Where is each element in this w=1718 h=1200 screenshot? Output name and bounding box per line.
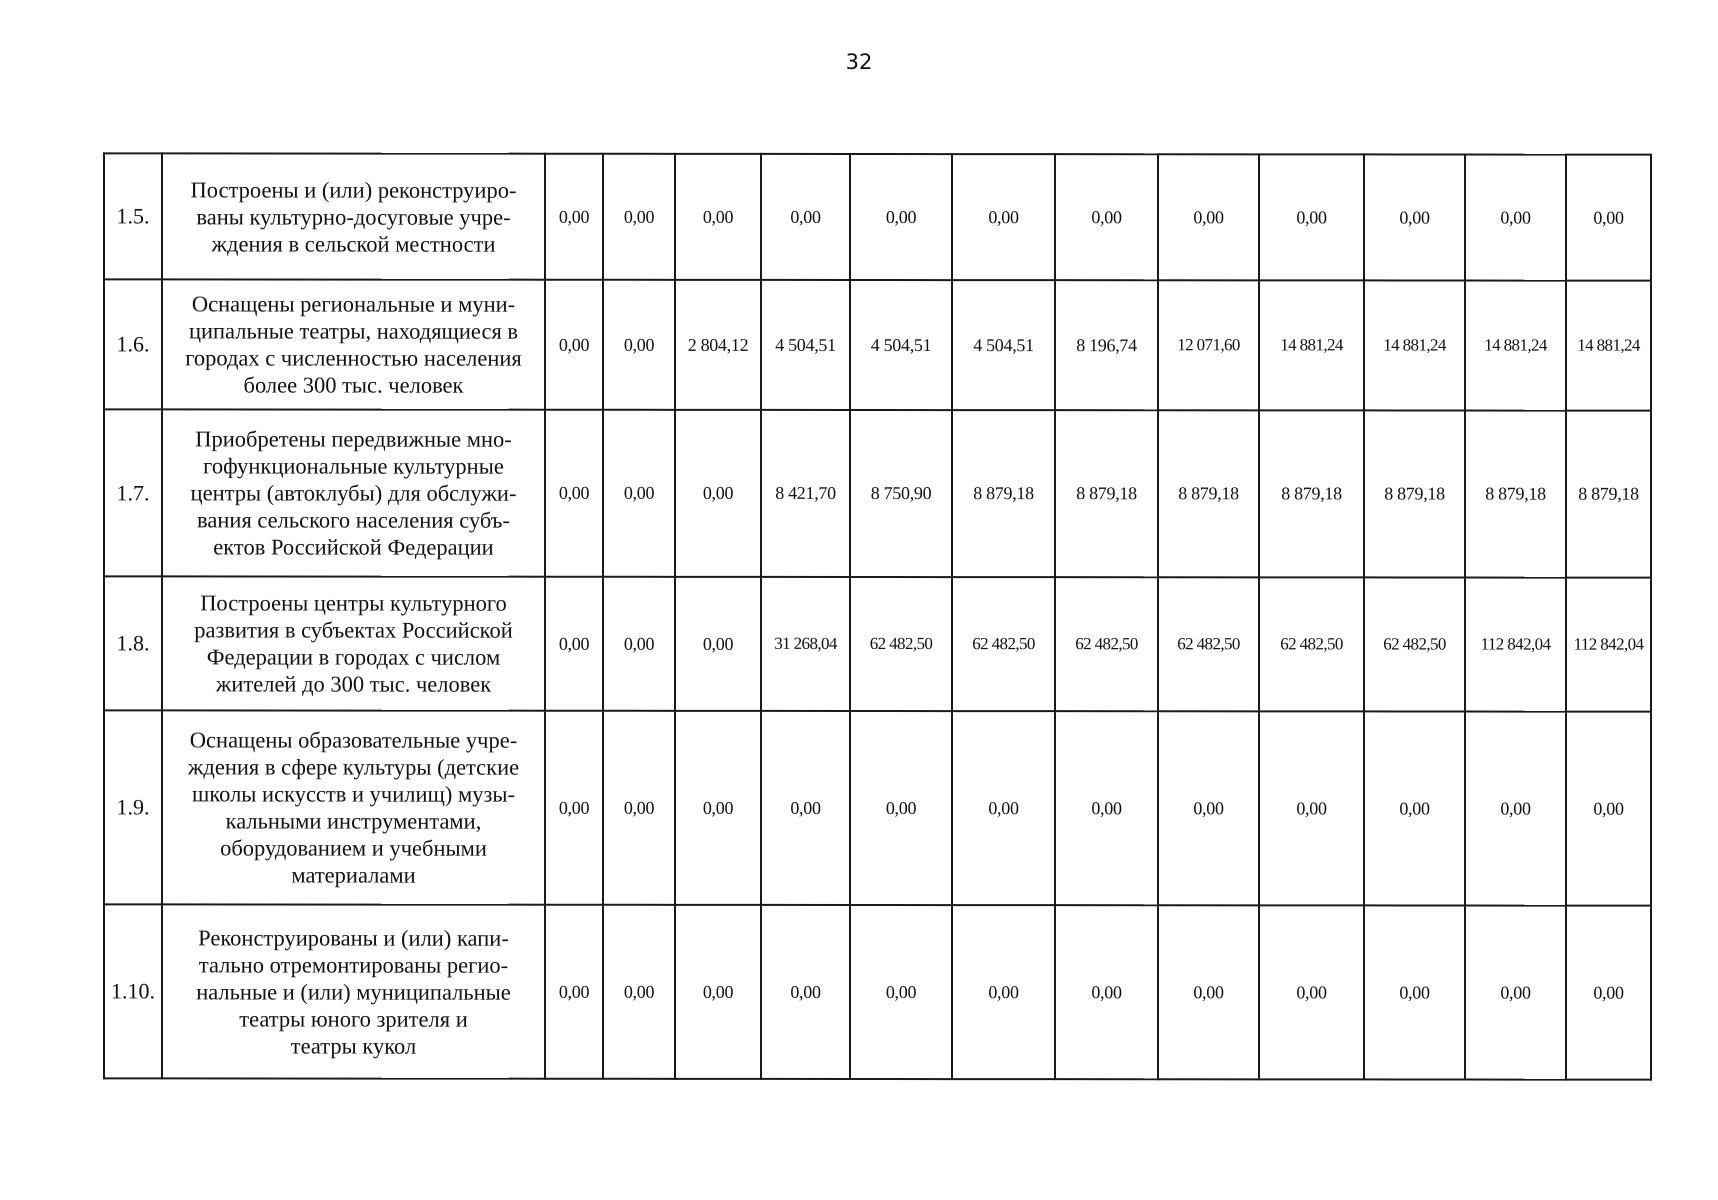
value-cell: 0,00 [850,905,952,1079]
value-cell: 0,00 [1055,711,1158,905]
value-cell: 0,00 [1158,711,1259,905]
value-cell: 8 196,74 [1055,280,1158,410]
table-row [104,904,1651,1079]
value-cell: 112 842,04 [1465,578,1566,712]
description-line: жителей до 300 тыс. человек [215,671,492,697]
value-cell: 0,00 [603,711,675,905]
value-cell: 14 881,24 [1364,280,1465,410]
value-cell: 0,00 [545,905,603,1079]
row-number: 1.5. [104,153,162,279]
row-description [162,153,545,279]
value-cell: 0,00 [952,905,1055,1079]
value-cell: 14 881,24 [1465,281,1566,411]
value-cell: 0,00 [1465,906,1566,1080]
description-line: Федерации в городах с числом [206,644,501,670]
row-number: 1.10. [104,904,162,1078]
value-cell: 62 482,50 [1055,577,1158,711]
value-cell: 0,00 [952,154,1055,280]
description-line: театры юного зрителя и [239,1005,468,1032]
description-line: кальными инструментами, [225,808,482,834]
value-cell: 0,00 [603,410,675,577]
value-cell: 0,00 [1158,905,1259,1079]
value-cell: 0,00 [1566,712,1651,906]
description-line: центры (автоклубы) для обслужи- [190,480,517,506]
value-cell: 0,00 [1364,905,1465,1079]
value-cell: 0,00 [675,154,761,280]
value-cell: 14 881,24 [1259,280,1364,410]
row-description [162,279,545,409]
value-cell: 0,00 [675,577,761,711]
value-cell: 0,00 [1055,905,1158,1079]
description-line: гофункциональные культурные [203,453,504,479]
value-cell: 0,00 [1465,155,1566,281]
value-cell: 0,00 [952,711,1055,905]
description-line: Построены центры культурного [200,590,507,616]
table-row [104,576,1651,711]
value-cell: 62 482,50 [850,577,952,711]
value-cell: 0,00 [545,280,603,410]
value-cell: 2 804,12 [675,280,761,410]
value-cell: 0,00 [603,154,675,280]
value-cell: 8 421,70 [761,410,850,577]
table-row [104,409,1651,577]
value-cell: 0,00 [850,711,952,905]
value-cell: 0,00 [545,154,603,280]
value-cell: 8 879,18 [1259,410,1364,577]
description-line: Приобретены передвижные мно- [195,426,512,452]
row-description [162,409,545,576]
value-cell: 0,00 [603,577,675,711]
table-row [104,153,1651,280]
row-description [162,576,545,710]
value-cell: 4 504,51 [850,280,952,410]
value-cell: 0,00 [1566,906,1651,1080]
value-cell: 0,00 [545,711,603,905]
table-row [104,710,1651,905]
value-cell: 0,00 [761,905,850,1079]
table-row [104,279,1651,410]
value-cell: 0,00 [675,711,761,905]
value-cell: 0,00 [1259,711,1364,905]
description-line: школы искусств и училищ) музы- [192,781,515,807]
value-cell: 8 750,90 [850,410,952,577]
value-cell: 4 504,51 [952,280,1055,410]
description-line: театры кукол [290,1032,417,1059]
value-cell: 62 482,50 [1259,577,1364,711]
description-line: ждения в сфере культуры (детские [187,754,520,780]
value-cell: 0,00 [761,711,850,905]
row-description [162,710,545,904]
row-number: 1.7. [104,409,162,576]
value-cell: 31 268,04 [761,577,850,711]
row-number: 1.6. [104,279,162,409]
description-line: Оснащены региональные и муни- [191,291,516,317]
value-cell: 8 879,18 [952,410,1055,577]
value-cell: 8 879,18 [1364,410,1465,577]
description-line: ваны культурно-досуговые учре- [196,203,511,230]
value-cell: 0,00 [1259,154,1364,280]
description-line: тально отремонтированы регио- [198,951,509,978]
value-cell: 0,00 [603,905,675,1079]
value-cell: 8 879,18 [1158,410,1259,577]
value-cell: 0,00 [850,154,952,280]
description-line: Реконструированы и (или) капи- [198,924,509,951]
description-line: более 300 тыс. человек [243,372,464,398]
value-cell: 62 482,50 [1158,577,1259,711]
value-cell: 0,00 [545,577,603,711]
description-line: Построены и (или) реконструиро- [190,176,517,203]
row-number: 1.8. [104,576,162,710]
description-line: ждения в сельской местности [211,230,496,257]
value-cell: 112 842,04 [1566,578,1651,712]
value-cell: 0,00 [1055,154,1158,280]
value-cell: 14 881,24 [1566,281,1651,411]
value-cell: 0,00 [1158,154,1259,280]
description-line: вания сельского населения субъ- [197,507,510,533]
description-line: нальные и (или) муниципальные [196,978,511,1005]
description-line: ектов Российской Федерации [213,534,494,560]
value-cell: 0,00 [1364,711,1465,905]
row-description [162,904,545,1078]
value-cell: 8 879,18 [1465,411,1566,578]
value-cell: 0,00 [675,410,761,577]
value-cell: 0,00 [1259,905,1364,1079]
budget-table [103,152,1652,1080]
value-cell: 0,00 [603,280,675,410]
description-line: материалами [291,862,416,888]
value-cell: 8 879,18 [1055,410,1158,577]
value-cell: 0,00 [545,410,603,577]
value-cell: 62 482,50 [1364,577,1465,711]
value-cell: 62 482,50 [952,577,1055,711]
description-line: развития в субъектах Российской [194,617,513,643]
row-number: 1.9. [104,710,162,904]
value-cell: 0,00 [1566,155,1651,281]
description-line: Оснащены образовательные учре- [189,727,518,753]
value-cell: 4 504,51 [761,280,850,410]
value-cell: 0,00 [675,905,761,1079]
value-cell: 0,00 [761,154,850,280]
value-cell: 8 879,18 [1566,411,1651,578]
page-number: 32 [845,50,873,74]
value-cell: 12 071,60 [1158,280,1259,410]
description-line: оборудованием и учебными [220,835,487,861]
value-cell: 0,00 [1465,712,1566,906]
description-line: городах с численностью населения [185,345,522,371]
value-cell: 0,00 [1364,154,1465,280]
description-line: ципальные театры, находящиеся в [188,318,519,344]
